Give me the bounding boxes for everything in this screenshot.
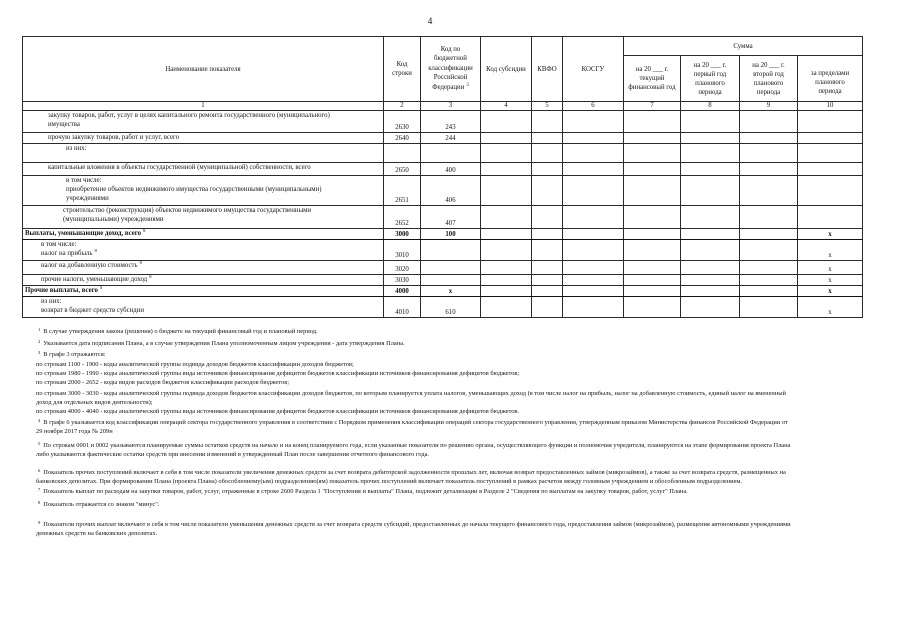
- footnote-line: [36, 428, 862, 436]
- footnote-line: [38, 328, 862, 336]
- footnote-number: 7: [38, 488, 41, 492]
- sum-beyond-plan-cell: x: [798, 275, 863, 286]
- footnote-text: по строкам 2000 - 2652 - коды видов расходов бюджетов классификации расходов бюджетов;: [36, 379, 289, 386]
- indicator-name-text: учреждениями: [66, 195, 109, 202]
- footnote-line: [38, 521, 862, 529]
- header-sum-text: Сумма: [733, 42, 753, 50]
- footnote-line: [36, 370, 862, 378]
- indicator-name-text: прочие налоги, уменьшающие доход: [41, 276, 148, 283]
- footnote-text: Показатели прочих выплат включают в себя в том числе показатели уменьшения денежных средств за счет возврата средств субсидий, предоставленных до начала текущего финансового года, предоставления займов (микрозаймов), размещения автономными учреждениями: [43, 521, 791, 528]
- budget-classification-code-cell: 100: [421, 229, 481, 240]
- footnote-line: [36, 530, 862, 538]
- indicator-name-text: в том числе:: [66, 177, 102, 184]
- footnote-number: 8: [38, 501, 41, 505]
- header-line: периода: [818, 87, 842, 95]
- column-number: 1: [23, 102, 384, 111]
- indicator-name-text: налог на добавленную стоимость: [41, 262, 138, 269]
- header-line: строки: [392, 70, 412, 77]
- header-line-text: Федерации: [432, 83, 465, 91]
- column-number: 10: [798, 102, 863, 111]
- footnote-text: по строкам 1980 - 1990 - коды аналитической группы вида источников финансирования дефицитов бюджетов классификации источников финансирования дефицитов бюджетов;: [36, 370, 520, 377]
- sum-beyond-plan-cell: x: [798, 261, 863, 275]
- column-number: 2: [384, 102, 421, 111]
- row-code-cell: 2650: [384, 163, 421, 176]
- footnote-number: 6: [38, 469, 41, 473]
- footnote-text: денежных средств на банковских депозитах.: [36, 530, 158, 537]
- header-kosgu-text: КОСГУ: [581, 65, 605, 73]
- indicator-name-text: капитальные вложения в объекты государственной (муниципальной) собственности, всего: [48, 164, 311, 171]
- budget-classification-code-cell: x: [421, 286, 481, 297]
- footnote-text: по строкам 4000 - 4040 - коды аналитической группы вида источников финансирования дефицитов бюджетов классификации источников финансирования дефицитов бюджетов.: [36, 408, 520, 415]
- indicator-name-text: Прочие выплаты, всего: [25, 287, 98, 294]
- footnote-text: В графе 6 указывается код классификации операций сектора государственного управления в соответствии с Порядком применения классификации операций сектора государственного управления, утвержденным приказом Министерства финансов Российской Федерации от: [43, 419, 788, 426]
- footnote-line: [38, 488, 862, 496]
- indicator-name-text: строительство (реконструкция) объектов недвижимого имущества государственными: [63, 207, 312, 214]
- header-line: бюджетной: [434, 55, 467, 63]
- footnote-text: Показатель отражается со знаком "минус".: [43, 501, 160, 508]
- footnote-line: [36, 399, 862, 407]
- footnote-line: [38, 501, 862, 509]
- header-line: планового: [753, 79, 784, 87]
- footnote-number: 3: [38, 351, 41, 355]
- budget-classification-code-cell: 244: [421, 133, 481, 144]
- row-code-cell: 3030: [384, 275, 421, 286]
- header-line: за пределами: [810, 69, 850, 77]
- sum-beyond-plan-cell: x: [798, 297, 863, 318]
- row-code-cell: 2640: [384, 133, 421, 144]
- budget-classification-code-cell: 610: [421, 297, 481, 318]
- indicator-name-text: в том числе:: [41, 241, 77, 248]
- header-line: периода: [756, 88, 781, 96]
- row-code-cell: 4010: [384, 297, 421, 318]
- footnote-number: 1: [38, 328, 41, 332]
- header-line: текущий: [639, 75, 665, 82]
- footnote-reference: 8: [149, 275, 152, 281]
- footnote-text: банковских депозитах. При формировании Плана (проекта Плана) обособленному(ым) подразделению(ям) показатель прочих поступлений включает показатель поступлений в рамках расчетов между головным учреждением и обособленным подразделением.: [36, 478, 743, 485]
- footnote-line: [36, 478, 862, 486]
- indicator-name-text: Выплаты, уменьшающие доход, всего: [25, 230, 142, 237]
- column-number: 3: [421, 102, 481, 111]
- footnote-text: по строкам 1100 - 1900 - коды аналитической группы подвида доходов бюджетов классификации доходов бюджетов;: [36, 361, 354, 368]
- indicator-name-text: (муниципальными) учреждениями: [63, 216, 164, 223]
- footnote-line: [38, 442, 862, 450]
- indicator-name-text: приобретение объектов недвижимого имущества государственными (муниципальными): [66, 186, 322, 193]
- footnote-line: [38, 419, 862, 427]
- footnote-number: 4: [38, 419, 41, 423]
- column-number: 5: [532, 102, 563, 111]
- header-kvfo-text: КВФО: [537, 65, 557, 73]
- indicator-name-text: налог на прибыль: [41, 250, 93, 257]
- footnote-text: по строкам 3000 - 3030 - коды аналитической группы подвида доходов бюджетов классификации доходов бюджетов, по которым планируется уплата налогов, уменьшающих доход (в том числе налог на прибыль, налог на добавленную стоимость, единый налог на вмененный: [36, 390, 786, 397]
- column-number: 8: [681, 102, 740, 111]
- header-line: Российской: [433, 74, 468, 82]
- row-code-cell: 4000: [384, 286, 421, 297]
- indicator-name-text: закупку товаров, работ, услуг в целях капитального ремонта государственного (муниципального): [48, 112, 330, 119]
- header-line: на 20 ___ г.: [752, 61, 785, 69]
- column-number: 9: [740, 102, 798, 111]
- footnote-reference: 8: [139, 261, 142, 267]
- footnote-text: Показатель прочих поступлений включает в себя в том числе показатели увеличения денежных средств за счет возврата дебиторской задолженности прошлых лет, включая возврат предоставленных займов (микрозаймов), а также за счет возврата средств, размещенных на: [43, 469, 786, 476]
- header-line: планового: [695, 79, 725, 87]
- budget-classification-code-cell: 243: [421, 111, 481, 133]
- footnote-number: 2: [38, 340, 41, 344]
- indicator-name-text: имущества: [48, 121, 80, 128]
- footnote-text: доход для отдельных видов деятельности);: [36, 399, 153, 406]
- budget-classification-code-cell: 407: [421, 206, 481, 229]
- footnote-text: 29 ноября 2017 года № 209н: [36, 428, 113, 435]
- footnote-reference: 8: [143, 229, 146, 235]
- budget-classification-code-cell: 400: [421, 163, 481, 176]
- sum-beyond-plan-cell: x: [798, 240, 863, 261]
- footnote-text: Показатель выплат по расходам на закупки товаров, работ, услуг, отраженные в строке 2600 Раздела 1 "Поступления и выплаты" Плана, подлежит детализации в Разделе 2 "Сведения по выплатам на закупку товаров, работ, услуг" Плана.: [43, 488, 688, 495]
- footnote-text: либо указываются фактические остатки средств при внесении изменений в утвержденный План после завершения отчетного финансового года.: [36, 451, 430, 458]
- footnote-line: [38, 340, 862, 348]
- header-line: второй год: [753, 70, 784, 78]
- header-line: периода: [698, 88, 722, 96]
- footnote-line: [36, 451, 862, 459]
- footnote-line: [36, 361, 862, 369]
- column-number: 7: [624, 102, 681, 111]
- footnote-text: В случае утверждения закона (решения) о бюджете на текущий финансовый год и плановый период.: [43, 328, 318, 335]
- footnote-text: В графе 3 отражаются:: [43, 351, 106, 358]
- page-number: 4: [427, 17, 433, 27]
- indicator-name-text: из них:: [66, 145, 87, 152]
- header-line: Код: [396, 61, 408, 68]
- row-code-cell: 3000: [384, 229, 421, 240]
- row-code-cell: 3020: [384, 261, 421, 275]
- footnote-line: [38, 351, 862, 359]
- header-line: на 20 ___ г.: [693, 61, 727, 69]
- sum-beyond-plan-cell: x: [798, 229, 863, 240]
- footnote-number: 5: [38, 442, 41, 446]
- indicator-name-text: из них:: [41, 298, 62, 305]
- indicator-name-text: возврат в бюджет средств субсидии: [41, 307, 144, 314]
- footnote-line: [36, 408, 862, 416]
- column-number: 4: [481, 102, 532, 111]
- header-line: классификации: [428, 64, 473, 72]
- header-indicator-name-text: Наименование показателя: [165, 65, 241, 73]
- indicator-name-text: прочую закупку товаров, работ и услуг, всего: [48, 134, 180, 141]
- footnote-line: [38, 469, 862, 477]
- row-code-cell: 2630: [384, 111, 421, 133]
- footnote-reference: 8: [94, 249, 97, 255]
- footnote-text: По строкам 0001 и 0002 указываются планируемые суммы остатков средств на начало и на конец планируемого года, если указанные показатели по решению органа, осуществляющего функции и полномочия учредителя, планируются на этапе формирования проекта Плана: [43, 442, 791, 449]
- header-line: Код по: [440, 45, 461, 53]
- footnote-text: Указывается дата подписания Плана, а в случае утверждения Плана уполномоченным лицом учреждения - дата утверждения Плана.: [43, 340, 405, 347]
- column-number: 6: [563, 102, 624, 111]
- footnote-line: [36, 390, 862, 398]
- footnote-reference: 3: [466, 83, 469, 89]
- row-code-cell: 2652: [384, 206, 421, 229]
- header-line: финансовый год: [628, 84, 676, 91]
- sum-beyond-plan-cell: x: [798, 286, 863, 297]
- header-line: на 20 ___ г.: [635, 66, 669, 73]
- footnote-reference: 9: [99, 286, 103, 292]
- header-line: планового: [815, 78, 845, 86]
- header-line: первый год: [693, 70, 727, 78]
- footnote-number: 9: [38, 521, 41, 525]
- budget-classification-code-cell: 406: [421, 176, 481, 206]
- header-subsidy-code-text: Код субсидии: [486, 65, 526, 73]
- footnote-line: [36, 379, 862, 387]
- row-code-cell: 2651: [384, 176, 421, 206]
- row-code-cell: 3010: [384, 240, 421, 261]
